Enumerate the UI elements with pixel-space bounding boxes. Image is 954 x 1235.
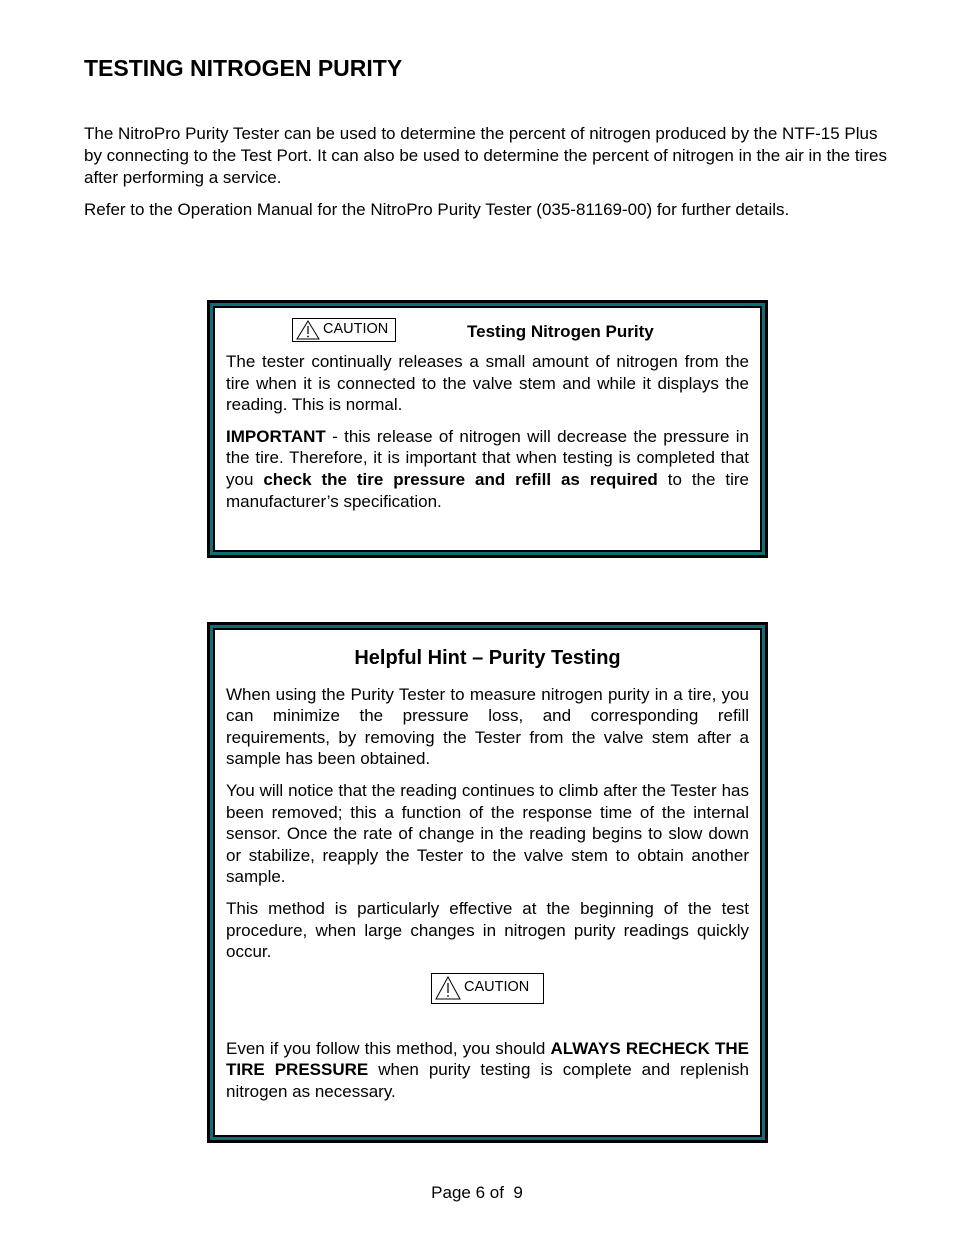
warning-triangle-icon [296, 320, 320, 340]
intro-paragraph: Refer to the Operation Manual for the NitroPro Purity Tester (035-81169-00) for further details. [84, 200, 790, 219]
caution-box-title: Testing Nitrogen Purity [467, 322, 654, 341]
intro-section [84, 123, 896, 231]
caution-text: - this release of nitrogen will decrease the pressure in the tire. Therefore, it is important that when testing is completed that you [226, 426, 749, 489]
caution-box [207, 300, 768, 558]
hint-box-title: Helpful Hint – Purity Testing [354, 647, 621, 669]
caution-text: to the tire manufacturer’s specification. [226, 469, 749, 511]
page-number: Page 6 of 9 [431, 1183, 523, 1202]
warning-triangle-icon [435, 976, 461, 1000]
caution-emphasis: check the tire pressure and refill as required [263, 469, 658, 489]
hint-box [207, 622, 768, 1143]
hint-emphasis: ALWAYS RECHECK THE TIRE PRESSURE [226, 1038, 749, 1080]
caution-label: CAUTION [464, 979, 530, 996]
hint-paragraph: You will notice that the reading continues to climb after the Tester has been removed; this a function of the response time of the internal sensor. Once the rate of change in the reading begins to slow down or stabilize, reapply the Tester to the valve stem to obtain another sample. [226, 780, 749, 887]
page-title: TESTING NITROGEN PURITY [84, 55, 403, 81]
hint-paragraph: When using the Purity Tester to measure nitrogen purity in a tire, you can minimize the pressure loss, and corresponding refill requirements, by removing the Tester from the valve stem after a sample has been obtained. [226, 684, 749, 769]
hint-text: Even if you follow this method, you should [226, 1038, 551, 1058]
intro-paragraph: The NitroPro Purity Tester can be used to determine the percent of nitrogen produced by the NTF-15 Plus by connecting to the Test Port. It can also be used to determine the percent of nitrogen in the air in the tires after performing a service. [84, 124, 887, 187]
hint-paragraph: This method is particularly effective at the beginning of the test procedure, when large changes in nitrogen purity readings quickly occur. [226, 898, 749, 962]
caution-badge [292, 318, 396, 342]
important-label: IMPORTANT [226, 426, 326, 446]
caution-label: CAUTION [323, 321, 389, 338]
caution-paragraph: The tester continually releases a small amount of nitrogen from the tire when it is connected to the valve stem and while it displays the reading. This is normal. [226, 352, 749, 415]
caution-badge-row [226, 973, 749, 1006]
hint-paragraph-recheck [226, 1038, 749, 1103]
caution-box-header [226, 318, 749, 344]
caution-badge [431, 973, 544, 1004]
hint-text: when purity testing is complete and replenish nitrogen as necessary. [226, 1060, 749, 1101]
caution-paragraph-important [226, 426, 749, 512]
